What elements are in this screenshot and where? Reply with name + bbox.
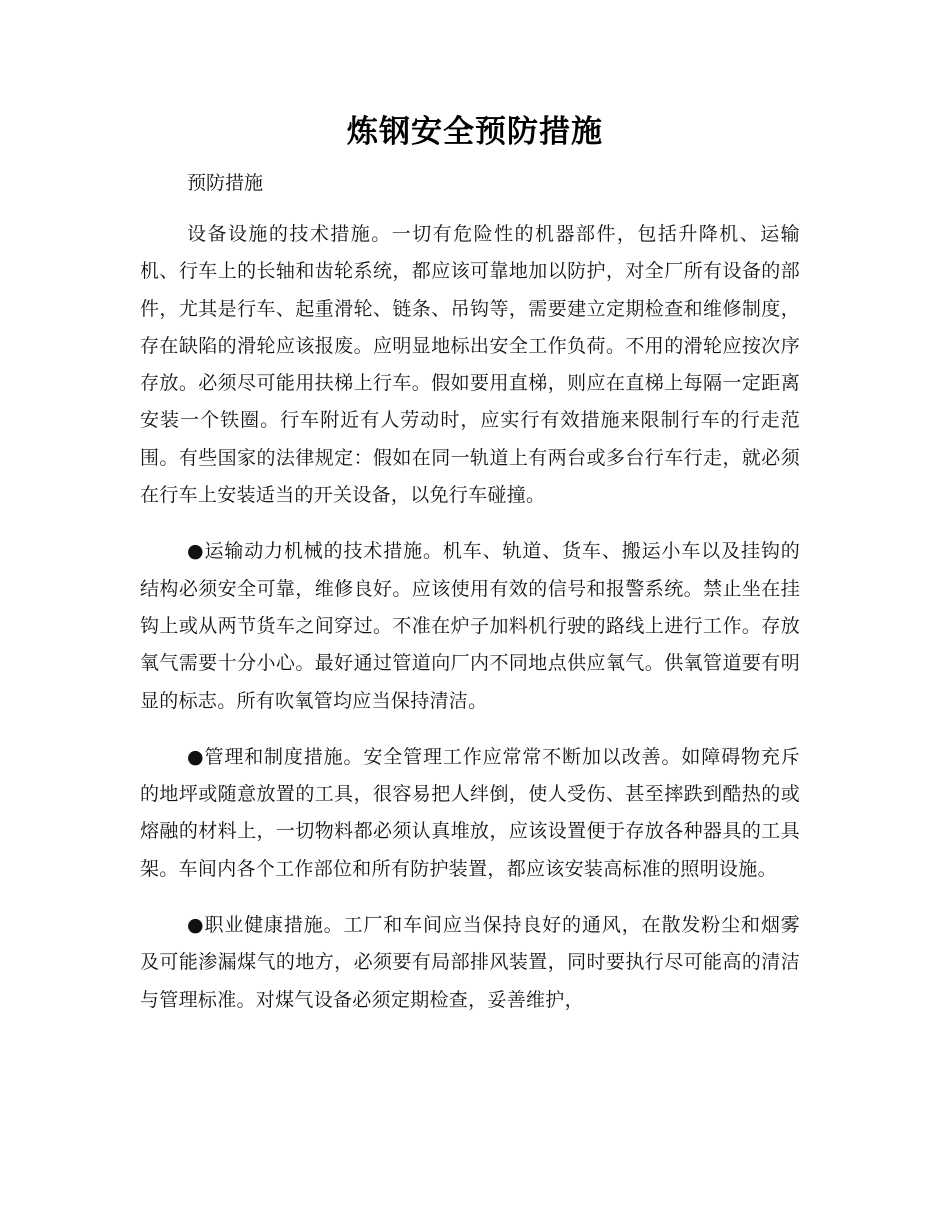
paragraph-health-measures: ●职业健康措施。工厂和车间应当保持良好的通风，在散发粉尘和烟雾及可能渗漏煤气的地方，必须要有局部排风装置，同时要执行尽可能高的清洁与管理标准。对煤气设备必须定期检查，妥善维护， xyxy=(140,914,800,1011)
section-heading: 预防措施 xyxy=(187,172,264,194)
paragraph-equipment-measures: 设备设施的技术措施。一切有危险性的机器部件，包括升降机、运输机、行车上的长轴和齿轮系统，都应该可靠地加以防护，对全厂所有设备的部件，尤其是行车、起重滑轮、链条、吊钩等，需要建立定期检查和维修制度，存在缺陷的滑轮应该报废。应明显地标出安全工作负荷。不用的滑轮应按次序存放。必须尽可能用扶梯上行车。假如要用直梯，则应在直梯上每隔一定距离安装一个铁圈。行车附近有人劳动时，应实行有效措施来限制行车的行走范围。有些国家的法律规定：假如在同一轨道上有两台或多台行车行走，就必须在行车上安装适当的开关设备，以免行车碰撞。 xyxy=(140,223,800,507)
document-body xyxy=(140,216,800,1038)
paragraph-management-measures: ●管理和制度措施。安全管理工作应常常不断加以改善。如障碍物充斥的地坪或随意放置的工具，很容易把人绊倒，使人受伤、甚至摔跌到酷热的或熔融的材料上，一切物料都必须认真堆放，应该设置便于存放各种器具的工具架。车间内各个工作部位和所有防护装置，都应该安装高标准的照明设施。 xyxy=(140,745,800,880)
document-title: 炼钢安全预防措施 xyxy=(347,114,603,150)
paragraph-transport-measures: ●运输动力机械的技术措施。机车、轨道、货车、搬运小车以及挂钩的结构必须安全可靠，维修良好。应该使用有效的信号和报警系统。禁止坐在挂钩上或从两节货车之间穿过。不准在炉子加料机行驶的路线上进行工作。存放氧气需要十分小心。最好通过管道向厂内不同地点供应氧气。供氧管道要有明显的标志。所有吹氧管均应当保持清洁。 xyxy=(140,540,800,712)
